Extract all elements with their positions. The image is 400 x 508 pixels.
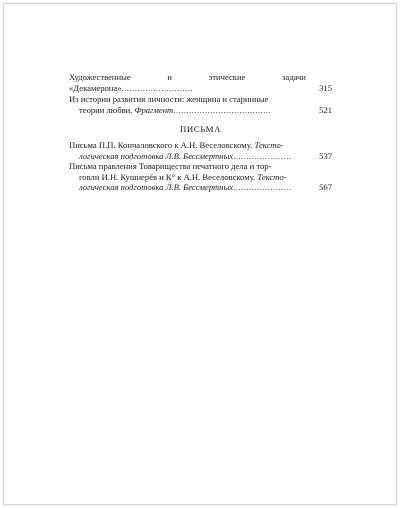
toc-entry-kushnerev-letters[interactable] <box>69 161 332 193</box>
toc-entry-author-line2: логическая подготовка Л.В. Бессмертных <box>79 182 234 193</box>
toc-entry-note: Фрагмент <box>134 104 174 115</box>
toc-leader-dots: ...................... <box>233 150 292 161</box>
toc-entry-author-line2: логическая подготовка Л.В. Бессмертных <box>79 150 234 161</box>
toc-entry-personality[interactable] <box>69 94 332 115</box>
toc-entry-title: Письма П.П. Кончаловского к А.Н. Веселовскому. <box>69 140 253 150</box>
toc-entry-author-line1: Тексто- <box>257 171 287 182</box>
toc-entry-title-line1: Из истории развития личности: женщина и старинные <box>69 94 269 105</box>
toc-entry-title-line1: Письма правления Товарищества печатного дела и тор- <box>69 161 272 172</box>
toc-entry-author-line1: Тексто- <box>254 140 284 150</box>
toc-entry-konchalovsky-letters[interactable] <box>69 140 332 161</box>
toc-leader-dots: ..................................... <box>173 104 272 115</box>
toc-leader-dots: ........................... <box>121 82 194 93</box>
toc-page-number: 567 <box>319 182 332 193</box>
section-heading: ПИСЬМА <box>179 124 222 134</box>
toc-entry-title: Художественные и этические задачи «Декамерона» <box>69 72 306 93</box>
toc-page-number: 521 <box>319 104 332 115</box>
toc-page-number: 315 <box>319 82 332 93</box>
toc-page-number: 537 <box>319 150 332 161</box>
toc-block-bottom <box>69 140 332 193</box>
toc-entry-decameron[interactable] <box>69 72 332 93</box>
toc-leader-dots: ...................... <box>233 182 292 193</box>
toc-entry-title-line2: теории любви. <box>79 104 133 115</box>
toc-entry-title-line2: говли И.Н. Кушнерёв и К° к А.Н. Веселовскому. <box>79 171 256 182</box>
toc-block-top <box>69 72 332 115</box>
